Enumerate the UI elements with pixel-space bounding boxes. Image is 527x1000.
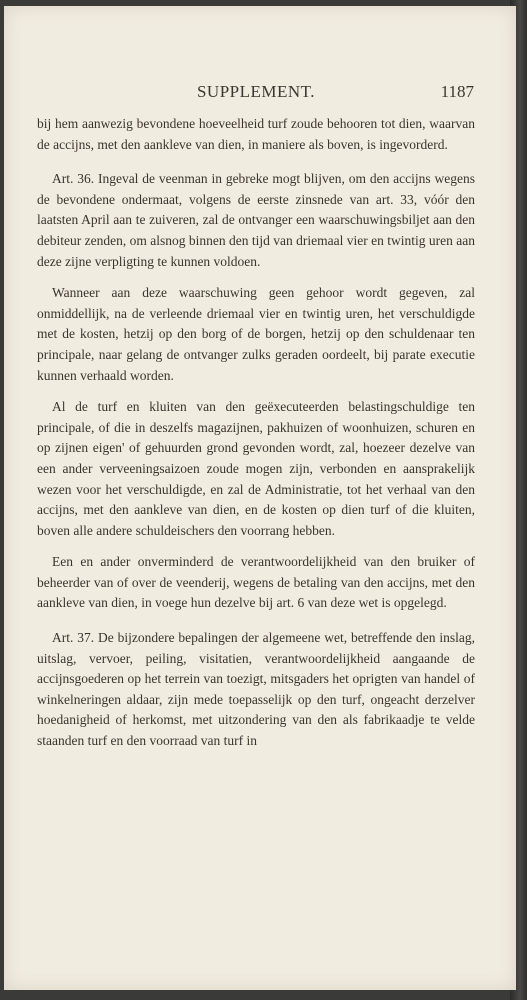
paragraph-turf-kluiten: Al de turf en kluiten van den geëxecuteerden belastingschuldige ten principale, of die in deszelfs magazijnen, pakhuizen of woonhuizen, schuren en op zijnen eigen' of gehuurden grond gevonden wordt, zal, hoezeer dezelve van een ander verveeningsaizoen zoude mogen zijn, verbonden en aansprakelijk wezen voor het verschuldigde, en zal de Administratie, tot het verhaal van den accijns, met den aankleve van dien, en de kosten op dien turf of die kluiten, boven alle andere schuldeischers den voorrang hebben. [37, 399, 475, 538]
paragraph-art-36: Art. 36. Ingeval de veenman in gebreke mogt blijven, om den accijns wegens de bevondene ondermaat, volgens de eerste zinsnede van art. 33, vóór den laatsten April aan te zuiveren, zal de ontvanger een waarschuwingsbiljet aan den debiteur zenden, om alsnog binnen den tijd van driemaal vier en twintig uren aan deze zijne verpligting te kunnen voldoen. [37, 171, 475, 269]
paragraph-verantwoordelijkheid: Een en ander onverminderd de verantwoordelijkheid van den bruiker of beheerder van of over de veenderij, wegens de betaling van den accijns, met den aankleve van dien, in voege hun dezelve bij art. 6 van deze wet is opgelegd. [37, 554, 475, 611]
book-page [4, 6, 516, 990]
page-number: 1187 [440, 82, 474, 101]
paragraph-art-37: Art. 37. De bijzondere bepalingen der algemeene wet, betreffende den inslag, uitslag, vervoer, peiling, visitatien, verantwoordelijkheid aangaande de accijnsgoederen op het terrein van toezigt, mitsgaders het oprigten van handel of winkelneringen aldaar, zijn mede toepasselijk op den turf, ongeacht derzelver hoedanigheid of herkomst, met uitzondering van den als fabrikaadje te velde staanden turf en den voorraad van turf in [37, 630, 475, 749]
page-body [37, 114, 475, 752]
paragraph-waarschuwing: Wanneer aan deze waarschuwing geen gehoor wordt gegeven, zal onmiddellijk, na de verleende driemaal vier en twintig uren, het verschuldigde met de kosten, hetzij op den borg of de borgen, hetzij op den schuldenaar ten principale, naar gelang de ontvanger zulks geraden oordeelt, bij parate executie kunnen verhaald worden. [37, 285, 475, 383]
running-header [38, 82, 474, 106]
running-title: SUPPLEMENT. [196, 82, 316, 101]
paragraph-continuation: bij hem aanwezig bevondene hoeveelheid turf zoude behooren tot dien, waarvan de accijns, met den aankleve van dien, in maniere als boven, is ingevorderd. [37, 116, 475, 152]
